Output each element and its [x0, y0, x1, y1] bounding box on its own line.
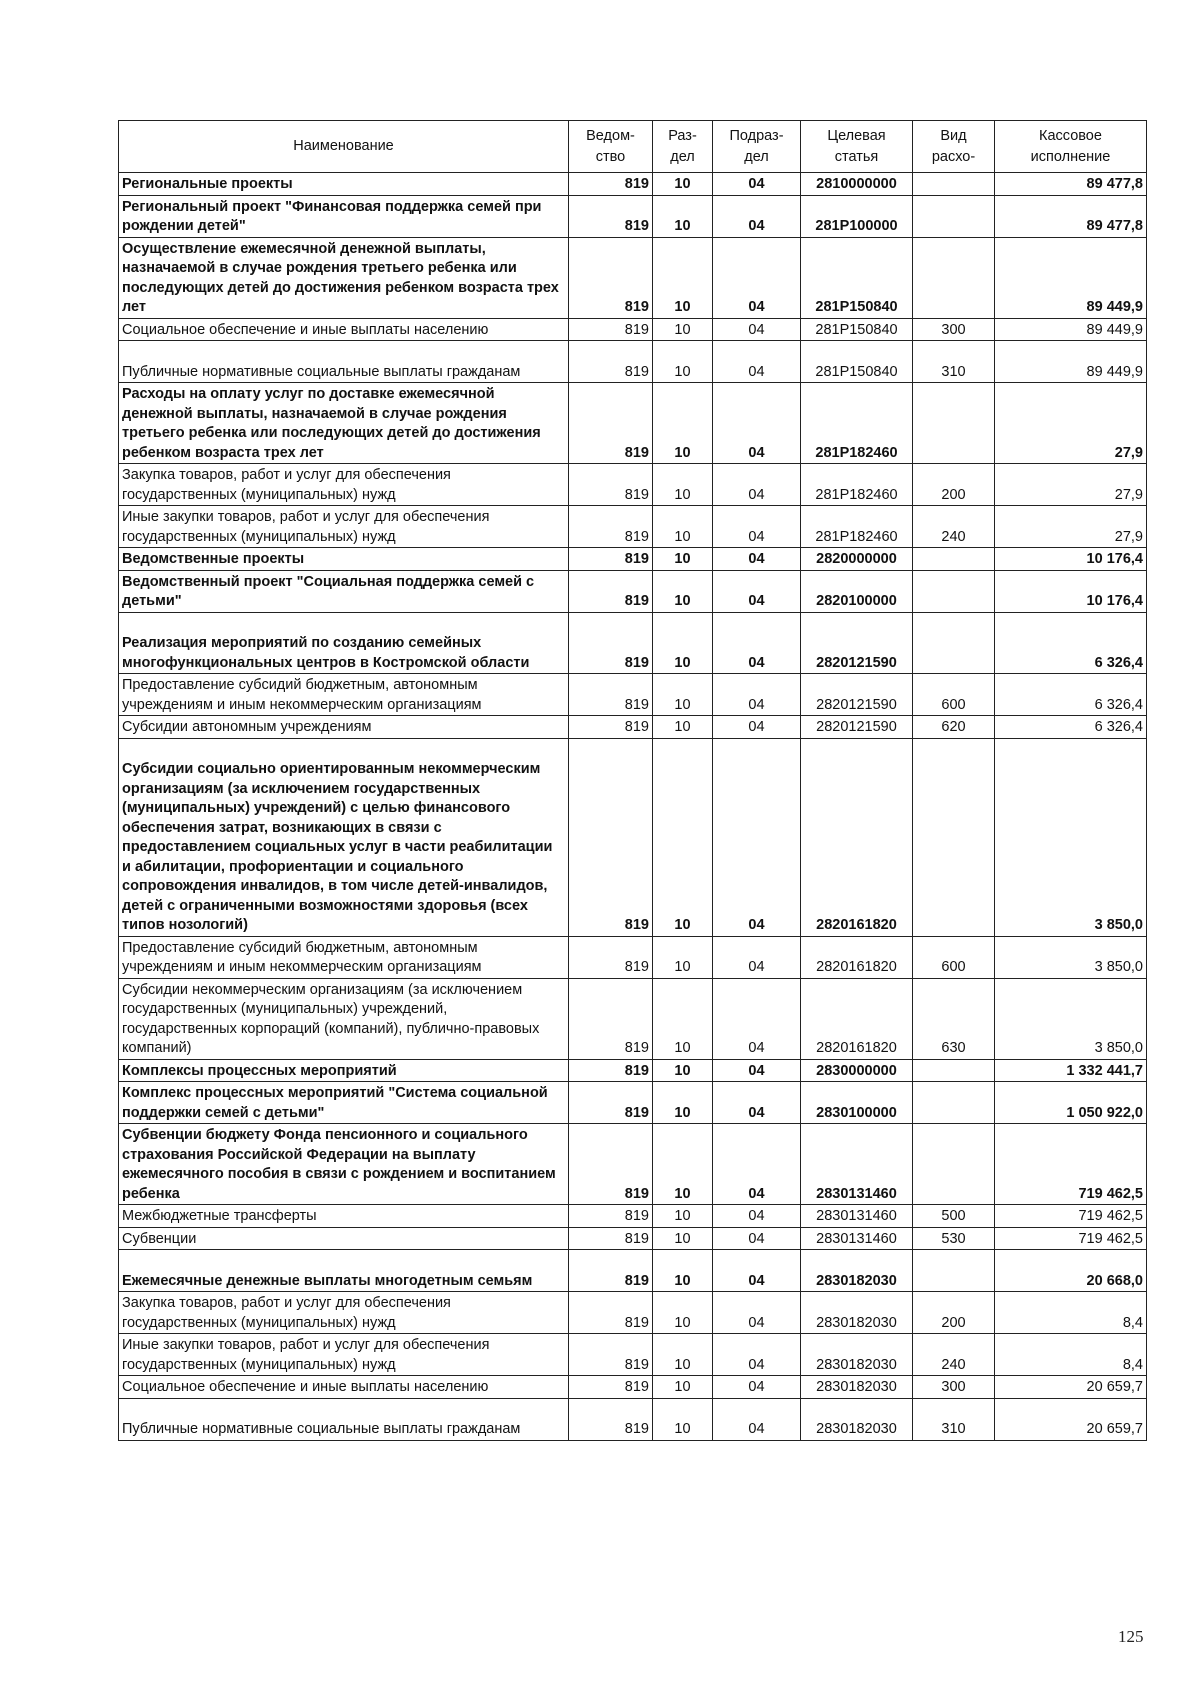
cell-celevaya: 281P182460 [801, 464, 913, 506]
cell-celevaya: 2820000000 [801, 548, 913, 571]
cell-podrazdel: 04 [713, 612, 801, 674]
cell-name: Иные закупки товаров, работ и услуг для обеспечения государственных (муниципальных) нужд [119, 506, 569, 548]
cell-celevaya: 2820100000 [801, 570, 913, 612]
cell-vid: 240 [913, 1334, 995, 1376]
table-row [119, 506, 1147, 548]
header-razdel: Раз- дел [653, 121, 713, 173]
cell-celevaya: 2830182030 [801, 1398, 913, 1440]
cell-amount: 719 462,5 [995, 1124, 1147, 1205]
cell-name: Закупка товаров, работ и услуг для обеспечения государственных (муниципальных) нужд [119, 1292, 569, 1334]
cell-celevaya: 2820121590 [801, 612, 913, 674]
cell-razdel: 10 [653, 738, 713, 936]
table-row [119, 195, 1147, 237]
table-row [119, 1292, 1147, 1334]
cell-name: Комплекс процессных мероприятий "Система социальной поддержки семей с детьми" [119, 1082, 569, 1124]
cell-vid [913, 1082, 995, 1124]
cell-amount: 719 462,5 [995, 1205, 1147, 1228]
cell-ved: 819 [569, 716, 653, 739]
table-row [119, 978, 1147, 1059]
cell-ved: 819 [569, 1227, 653, 1250]
cell-celevaya: 281P182460 [801, 506, 913, 548]
table-row [119, 570, 1147, 612]
cell-razdel: 10 [653, 506, 713, 548]
cell-name: Осуществление ежемесячной денежной выплаты, назначаемой в случае рождения третьего ребенка или последующих детей до достижения ребенком возраста трех лет [119, 237, 569, 318]
cell-vid: 310 [913, 1398, 995, 1440]
cell-name: Предоставление субсидий бюджетным, автономным учреждениям и иным некоммерческим организациям [119, 936, 569, 978]
cell-vid [913, 738, 995, 936]
cell-razdel: 10 [653, 716, 713, 739]
cell-podrazdel: 04 [713, 1059, 801, 1082]
cell-podrazdel: 04 [713, 237, 801, 318]
cell-podrazdel: 04 [713, 464, 801, 506]
cell-celevaya: 281P150840 [801, 318, 913, 341]
cell-name: Публичные нормативные социальные выплаты гражданам [119, 1398, 569, 1440]
cell-podrazdel: 04 [713, 1334, 801, 1376]
cell-podrazdel: 04 [713, 570, 801, 612]
cell-razdel: 10 [653, 318, 713, 341]
cell-name: Закупка товаров, работ и услуг для обеспечения государственных (муниципальных) нужд [119, 464, 569, 506]
cell-ved: 819 [569, 1250, 653, 1292]
cell-amount: 8,4 [995, 1334, 1147, 1376]
cell-podrazdel: 04 [713, 1205, 801, 1228]
cell-ved: 819 [569, 1376, 653, 1399]
cell-vid [913, 383, 995, 464]
table-row [119, 1124, 1147, 1205]
cell-vid [913, 1250, 995, 1292]
cell-name: Ведомственные проекты [119, 548, 569, 571]
cell-podrazdel: 04 [713, 738, 801, 936]
table-row [119, 548, 1147, 571]
cell-amount: 89 449,9 [995, 341, 1147, 383]
table-row [119, 1205, 1147, 1228]
table-row [119, 383, 1147, 464]
cell-podrazdel: 04 [713, 716, 801, 739]
cell-ved: 819 [569, 1205, 653, 1228]
table-row [119, 173, 1147, 196]
table-header [119, 121, 1147, 173]
table-row [119, 318, 1147, 341]
cell-celevaya: 281P150840 [801, 341, 913, 383]
cell-amount: 27,9 [995, 383, 1147, 464]
cell-vid: 300 [913, 1376, 995, 1399]
cell-amount: 89 449,9 [995, 318, 1147, 341]
cell-razdel: 10 [653, 978, 713, 1059]
cell-ved: 819 [569, 1124, 653, 1205]
cell-amount: 27,9 [995, 506, 1147, 548]
cell-razdel: 10 [653, 1398, 713, 1440]
cell-celevaya: 2830131460 [801, 1227, 913, 1250]
cell-name: Региональный проект "Финансовая поддержка семей при рождении детей" [119, 195, 569, 237]
table-row [119, 1082, 1147, 1124]
cell-vid: 500 [913, 1205, 995, 1228]
cell-podrazdel: 04 [713, 1398, 801, 1440]
cell-razdel: 10 [653, 936, 713, 978]
cell-vid: 630 [913, 978, 995, 1059]
cell-amount: 20 668,0 [995, 1250, 1147, 1292]
cell-ved: 819 [569, 318, 653, 341]
cell-ved: 819 [569, 570, 653, 612]
cell-podrazdel: 04 [713, 548, 801, 571]
cell-razdel: 10 [653, 1205, 713, 1228]
table-row [119, 936, 1147, 978]
cell-vid [913, 1059, 995, 1082]
cell-amount: 3 850,0 [995, 936, 1147, 978]
cell-podrazdel: 04 [713, 1082, 801, 1124]
cell-celevaya: 2810000000 [801, 173, 913, 196]
cell-amount: 10 176,4 [995, 548, 1147, 571]
table-row [119, 738, 1147, 936]
cell-amount: 10 176,4 [995, 570, 1147, 612]
cell-razdel: 10 [653, 1334, 713, 1376]
cell-ved: 819 [569, 978, 653, 1059]
header-name: Наименование [119, 121, 569, 173]
header-podrazdel: Подраз- дел [713, 121, 801, 173]
cell-razdel: 10 [653, 1292, 713, 1334]
cell-name: Субсидии социально ориентированным некоммерческим организациям (за исключением государственных (муниципальных) учреждений) с целью финансового обеспечения затрат, возникающих в связи с предоставлением социальных услуг в части реабилитации и абилитации, профориентации и социального сопровождения инвалидов, в том числе детей-инвалидов, детей с ограниченными возможностями здоровья (всех типов нозологий) [119, 738, 569, 936]
cell-name: Иные закупки товаров, работ и услуг для обеспечения государственных (муниципальных) нужд [119, 1334, 569, 1376]
cell-ved: 819 [569, 1398, 653, 1440]
cell-razdel: 10 [653, 237, 713, 318]
table-row [119, 464, 1147, 506]
page-number: 125 [1118, 1627, 1144, 1646]
cell-celevaya: 2830131460 [801, 1124, 913, 1205]
cell-celevaya: 281P182460 [801, 383, 913, 464]
cell-vid [913, 195, 995, 237]
cell-amount: 3 850,0 [995, 978, 1147, 1059]
cell-vid: 200 [913, 1292, 995, 1334]
cell-podrazdel: 04 [713, 674, 801, 716]
cell-name: Реализация мероприятий по созданию семейных многофункциональных центров в Костромской области [119, 612, 569, 674]
cell-ved: 819 [569, 936, 653, 978]
table-row [119, 674, 1147, 716]
cell-podrazdel: 04 [713, 1292, 801, 1334]
cell-razdel: 10 [653, 674, 713, 716]
cell-podrazdel: 04 [713, 318, 801, 341]
cell-amount: 6 326,4 [995, 716, 1147, 739]
cell-vid: 200 [913, 464, 995, 506]
table-row [119, 1376, 1147, 1399]
header-ved: Ведом- ство [569, 121, 653, 173]
cell-ved: 819 [569, 506, 653, 548]
cell-amount: 3 850,0 [995, 738, 1147, 936]
table-body [119, 173, 1147, 1441]
cell-celevaya: 2820161820 [801, 738, 913, 936]
cell-ved: 819 [569, 195, 653, 237]
budget-table [118, 120, 1147, 1441]
cell-razdel: 10 [653, 1059, 713, 1082]
cell-vid: 310 [913, 341, 995, 383]
cell-ved: 819 [569, 383, 653, 464]
cell-celevaya: 2820161820 [801, 978, 913, 1059]
cell-razdel: 10 [653, 1124, 713, 1205]
cell-vid: 530 [913, 1227, 995, 1250]
cell-name: Региональные проекты [119, 173, 569, 196]
cell-vid: 620 [913, 716, 995, 739]
cell-ved: 819 [569, 341, 653, 383]
cell-razdel: 10 [653, 341, 713, 383]
header-vid: Вид расхо- [913, 121, 995, 173]
cell-celevaya: 2820161820 [801, 936, 913, 978]
cell-razdel: 10 [653, 612, 713, 674]
cell-podrazdel: 04 [713, 383, 801, 464]
cell-amount: 20 659,7 [995, 1376, 1147, 1399]
cell-razdel: 10 [653, 173, 713, 196]
cell-name: Ведомственный проект "Социальная поддержка семей с детьми" [119, 570, 569, 612]
cell-podrazdel: 04 [713, 936, 801, 978]
cell-podrazdel: 04 [713, 978, 801, 1059]
cell-ved: 819 [569, 237, 653, 318]
cell-podrazdel: 04 [713, 1376, 801, 1399]
cell-amount: 719 462,5 [995, 1227, 1147, 1250]
cell-ved: 819 [569, 1059, 653, 1082]
cell-podrazdel: 04 [713, 1250, 801, 1292]
cell-ved: 819 [569, 464, 653, 506]
table-row [119, 1227, 1147, 1250]
cell-ved: 819 [569, 1334, 653, 1376]
cell-amount: 89 477,8 [995, 195, 1147, 237]
cell-celevaya: 2830182030 [801, 1334, 913, 1376]
cell-name: Комплексы процессных мероприятий [119, 1059, 569, 1082]
cell-vid [913, 173, 995, 196]
cell-razdel: 10 [653, 1227, 713, 1250]
cell-vid [913, 548, 995, 571]
cell-celevaya: 281P150840 [801, 237, 913, 318]
cell-name: Субвенции [119, 1227, 569, 1250]
cell-name: Публичные нормативные социальные выплаты гражданам [119, 341, 569, 383]
table-row [119, 1059, 1147, 1082]
table-row [119, 612, 1147, 674]
cell-amount: 6 326,4 [995, 674, 1147, 716]
cell-amount: 89 477,8 [995, 173, 1147, 196]
cell-podrazdel: 04 [713, 195, 801, 237]
table-row [119, 1250, 1147, 1292]
cell-razdel: 10 [653, 548, 713, 571]
cell-vid [913, 237, 995, 318]
cell-podrazdel: 04 [713, 1227, 801, 1250]
cell-vid: 600 [913, 674, 995, 716]
table-row [119, 1398, 1147, 1440]
table-row [119, 237, 1147, 318]
cell-celevaya: 2830000000 [801, 1059, 913, 1082]
cell-amount: 89 449,9 [995, 237, 1147, 318]
cell-ved: 819 [569, 674, 653, 716]
cell-vid [913, 570, 995, 612]
table-row [119, 716, 1147, 739]
cell-razdel: 10 [653, 570, 713, 612]
cell-razdel: 10 [653, 1250, 713, 1292]
cell-razdel: 10 [653, 383, 713, 464]
cell-podrazdel: 04 [713, 506, 801, 548]
cell-celevaya: 2830182030 [801, 1250, 913, 1292]
cell-celevaya: 2830182030 [801, 1292, 913, 1334]
table-row [119, 1334, 1147, 1376]
cell-name: Социальное обеспечение и иные выплаты населению [119, 318, 569, 341]
header-celevaya: Целевая статья [801, 121, 913, 173]
cell-name: Ежемесячные денежные выплаты многодетным семьям [119, 1250, 569, 1292]
cell-vid: 240 [913, 506, 995, 548]
cell-vid: 300 [913, 318, 995, 341]
cell-celevaya: 2830182030 [801, 1376, 913, 1399]
cell-vid: 600 [913, 936, 995, 978]
cell-name: Расходы на оплату услуг по доставке ежемесячной денежной выплаты, назначаемой в случае рождения третьего ребенка или последующих детей до достижения ребенком возраста трех лет [119, 383, 569, 464]
header-kassa: Кассовое исполнение [995, 121, 1147, 173]
cell-amount: 6 326,4 [995, 612, 1147, 674]
cell-vid [913, 612, 995, 674]
cell-name: Социальное обеспечение и иные выплаты населению [119, 1376, 569, 1399]
cell-ved: 819 [569, 612, 653, 674]
cell-podrazdel: 04 [713, 341, 801, 383]
cell-name: Субсидии некоммерческим организациям (за исключением государственных (муниципальных) учреждений, государственных корпораций (компаний), публично-правовых компаний) [119, 978, 569, 1059]
cell-razdel: 10 [653, 1082, 713, 1124]
cell-name: Субвенции бюджету Фонда пенсионного и социального страхования Российской Федерации на выплату ежемесячного пособия в связи с рождением и воспитанием ребенка [119, 1124, 569, 1205]
cell-name: Предоставление субсидий бюджетным, автономным учреждениям и иным некоммерческим организациям [119, 674, 569, 716]
cell-celevaya: 2830131460 [801, 1205, 913, 1228]
table-row [119, 341, 1147, 383]
cell-ved: 819 [569, 1082, 653, 1124]
cell-celevaya: 2820121590 [801, 716, 913, 739]
cell-name: Межбюджетные трансферты [119, 1205, 569, 1228]
cell-podrazdel: 04 [713, 173, 801, 196]
cell-ved: 819 [569, 738, 653, 936]
cell-amount: 20 659,7 [995, 1398, 1147, 1440]
cell-razdel: 10 [653, 464, 713, 506]
cell-ved: 819 [569, 1292, 653, 1334]
cell-amount: 1 332 441,7 [995, 1059, 1147, 1082]
cell-ved: 819 [569, 548, 653, 571]
cell-razdel: 10 [653, 1376, 713, 1399]
cell-razdel: 10 [653, 195, 713, 237]
cell-amount: 27,9 [995, 464, 1147, 506]
cell-ved: 819 [569, 173, 653, 196]
cell-amount: 8,4 [995, 1292, 1147, 1334]
cell-amount: 1 050 922,0 [995, 1082, 1147, 1124]
cell-podrazdel: 04 [713, 1124, 801, 1205]
cell-celevaya: 2820121590 [801, 674, 913, 716]
cell-celevaya: 281P100000 [801, 195, 913, 237]
cell-name: Субсидии автономным учреждениям [119, 716, 569, 739]
cell-vid [913, 1124, 995, 1205]
cell-celevaya: 2830100000 [801, 1082, 913, 1124]
